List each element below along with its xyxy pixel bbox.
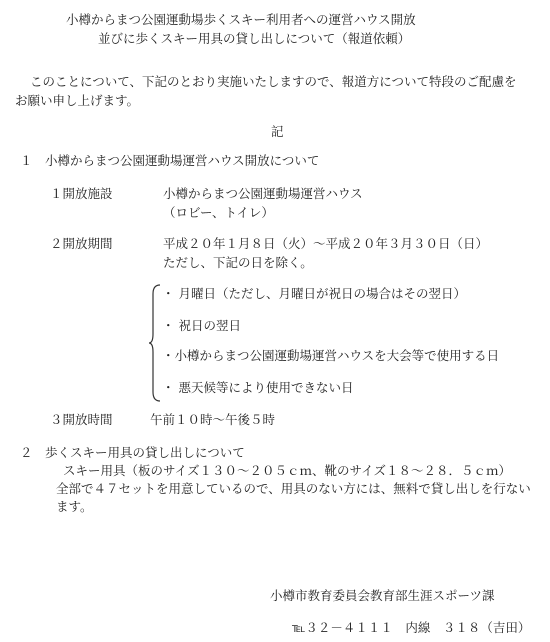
exclusion-item: ・小樽からまつ公園運動場運営ハウスを大会等で使用する日 [162,348,500,363]
section-2-heading: ２ 歩くスキー用具の貸し出しについて [20,445,245,460]
intro-line-2: お願い申し上げます。 [15,93,140,108]
period-exception-note: ただし、下記の日を除く。 [163,255,313,270]
hours-value: 午前１０時～午後５時 [150,412,276,427]
section-2-line-3: ます。 [56,499,93,514]
exclusion-item: ・ 悪天候等により使用できない日 [162,380,354,395]
intro-line-1: このことについて、下記のとおり実施いたしますので、報道方について特段のご配慮を [30,74,517,89]
footer-department: 小樽市教育委員会教育部生涯スポーツ課 [270,588,495,603]
title-line-1: 小樽からまつ公園運動場歩くスキー利用者への運営ハウス開放 [66,12,416,27]
curly-brace-icon [148,284,162,402]
hours-label: ３開放時間 [50,412,113,427]
section-2-line-2: 全部で４７セットを用意しているので、用具のない方には、無料で貸し出しを行ない [56,481,531,496]
footer-contact: ℡３２－４１１１ 内線 ３１８（吉田） [292,620,531,635]
period-label: ２開放期間 [50,236,113,251]
exclusion-item: ・ 祝日の翌日 [162,318,241,333]
facility-value-note: （ロビー、トイレ） [163,205,274,220]
ki-heading: 記 [271,124,284,139]
exclusion-item: ・ 月曜日（ただし、月曜日が祝日の場合はその翌日） [162,286,466,301]
title-line-2: 並びに歩くスキー用具の貸し出しについて（報道依頼） [98,31,411,46]
period-value: 平成２０年１月８日（火）～平成２０年３月３０日（日） [163,236,489,251]
section-2-line-1: スキー用具（板のサイズ１３０～２０５ｃｍ、靴のサイズ１８～２８．５ｃｍ） [63,463,512,478]
facility-label: １開放施設 [50,186,113,201]
section-1-heading: １ 小樽からまつ公園運動場運営ハウス開放について [20,153,320,168]
facility-value: 小樽からまつ公園運動場運営ハウス [163,186,363,201]
